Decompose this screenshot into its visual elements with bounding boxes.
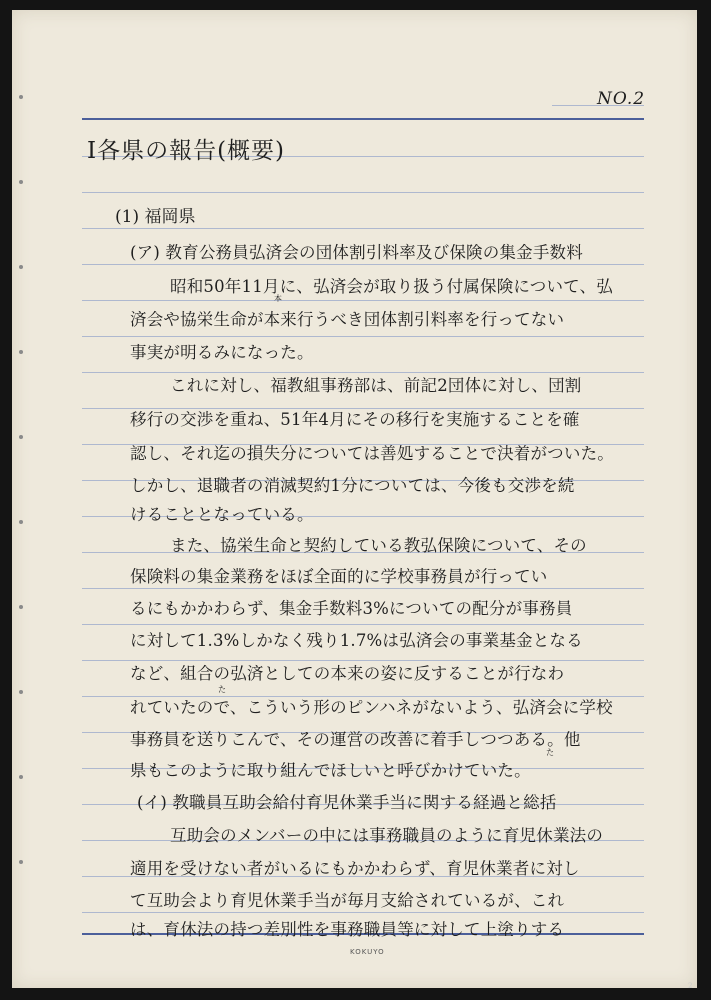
text-line: るにもかかわらず、集金手数料3%についての配分が事務員 — [130, 599, 573, 618]
notebook-page — [12, 10, 697, 988]
ruby-annotation: た — [218, 685, 226, 694]
paper-brand-mark: KOKUYO — [350, 948, 385, 956]
text-line: しかし、退職者の消滅契約1分については、今後も交渉を続 — [130, 476, 575, 495]
section-heading: (1) 福岡県 — [115, 207, 196, 227]
text-line: 移行の交渉を重ね、51年4月にその移行を実施することを確 — [130, 410, 580, 429]
text-line: けることとなっている。 — [130, 505, 314, 524]
text-line: れていたので、こういう形のピンハネがないよう、弘済会に学校 — [130, 698, 613, 717]
text-line: に対して1.3%しかなく残り1.7%は弘済会の事業基金となる — [130, 631, 583, 650]
top-margin-rule — [82, 118, 644, 120]
text-line: 保険料の集金業務をほぼ全面的に学校事務員が行ってい — [130, 567, 548, 586]
ruby-annotation: 本 — [274, 294, 282, 303]
ruled-line — [82, 264, 644, 265]
text-line: など、組合の弘済としての本来の姿に反することが行なわ — [130, 664, 565, 683]
ruled-line — [82, 228, 644, 229]
ruled-line — [82, 336, 644, 337]
binder-hole — [19, 690, 23, 694]
text-line: 県もこのように取り組んでほしいと呼びかけていた。 — [130, 761, 531, 780]
ruby-annotation: た — [546, 748, 554, 757]
ruled-line — [82, 192, 644, 193]
binder-hole — [19, 435, 23, 439]
binder-hole — [19, 265, 23, 269]
text-line: 互助会のメンバーの中には事務職員のように育児休業法の — [170, 826, 604, 845]
binder-hole — [19, 350, 23, 354]
text-line: 事実が明るみになった。 — [130, 343, 314, 362]
binder-hole — [19, 605, 23, 609]
text-line: 済会や協栄生命が本来行うべき団体割引料率を行ってない — [130, 310, 565, 329]
text-line: また、協栄生命と契約している教弘保険について、その — [170, 536, 587, 555]
binder-hole — [19, 775, 23, 779]
corner-mark: 2 — [688, 982, 693, 990]
text-line: 事務員を送りこんで、その運営の改善に着手しつつある。他 — [130, 730, 581, 749]
subsection-heading: (イ) 教職員互助会給付育児休業手当に関する経過と総括 — [137, 793, 557, 812]
subsection-heading: (ア) 教育公務員弘済会の団体割引料率及び保険の集金手数料 — [130, 243, 583, 262]
ruled-line — [82, 300, 644, 301]
text-line: て互助会より育児休業手当が毎月支給されているが、これ — [130, 891, 565, 910]
binder-hole — [19, 520, 23, 524]
text-line: これに対し、福教組事務部は、前記2団体に対し、団割 — [170, 376, 582, 395]
ruled-line — [82, 912, 644, 913]
text-line: 認し、それ迄の損失分については善処することで決着がついた。 — [130, 444, 614, 463]
page-title: Ⅰ各県の報告(概要) — [87, 138, 286, 164]
text-line: 適用を受けない者がいるにもかかわらず、育児休業者に対し — [130, 859, 580, 878]
page-number: NO.2 — [597, 89, 646, 109]
binder-hole — [19, 180, 23, 184]
text-line: 昭和50年11月に、弘済会が取り扱う付属保険について、弘 — [170, 277, 613, 296]
text-line: は、育休法の持つ差別性を事務職員等に対して上塗りする — [130, 920, 565, 939]
binder-hole — [19, 860, 23, 864]
ruled-line — [82, 624, 644, 625]
binder-hole — [19, 95, 23, 99]
ruled-line — [82, 588, 644, 589]
